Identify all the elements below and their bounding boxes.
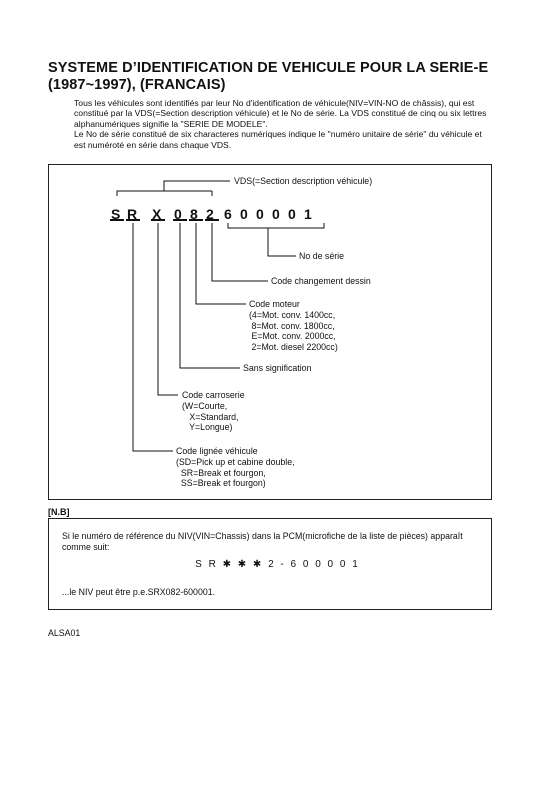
line-code-options: (SD=Pick up et cabine double, SR=Break et fourgon, SS=Break et fourgon) — [176, 457, 295, 489]
serial-label: No de série — [299, 251, 344, 261]
body-code-label: Code carroserie — [182, 390, 245, 400]
sans-signification-label: Sans signification — [243, 363, 312, 373]
vin-char: S — [111, 206, 121, 222]
document-code: ALSA01 — [48, 628, 81, 638]
vin-char: 0 — [272, 206, 280, 222]
vin-char: 0 — [240, 206, 248, 222]
nb-label: [N.B] — [48, 507, 70, 517]
vin-char: R — [127, 206, 138, 222]
nb-text: Si le numéro de référence du NIV(VIN=Chassis) dans la PCM(microfiche de la liste de pièces) apparaît comme suit: — [62, 531, 463, 552]
page-title: SYSTEME D’IDENTIFICATION DE VEHICULE POUR LA SERIE-E (1987~1997), (FRANCAIS) — [48, 60, 489, 93]
vin-char: 2 — [206, 206, 214, 222]
intro-paragraph: Tous les véhicules sont identifiés par leur No d'identification de véhicule(NIV=VIN-NO de châssis), qui est constitué par la VDS(=Section description véhicule) et le No de série. La VDS constitué de cinq ou six lettres alphanumériques signifie la "SERIE DE MODELE". Le No de série constitué de six characteres numériques indique le "numéro unitaire de série" du véhicule et est numéroté en série dans chaque VDS. — [74, 98, 487, 150]
engine-code-options: (4=Mot. conv. 1400cc, 8=Mot. conv. 1800cc, E=Mot. conv. 2000cc, 2=Mot. diesel 2200cc) — [249, 310, 338, 352]
vin-char: 8 — [190, 206, 198, 222]
nb-footer: ...le NIV peut être p.e.SRX082-600001. — [62, 587, 216, 597]
vin-char: 1 — [304, 206, 312, 222]
vin-char: 6 — [224, 206, 232, 222]
vin-char: 0 — [288, 206, 296, 222]
vin-char: 0 — [174, 206, 182, 222]
line-code-label: Code lignée véhicule — [176, 446, 258, 456]
vin-char: 0 — [256, 206, 264, 222]
vds-label: VDS(=Section description véhicule) — [234, 176, 373, 186]
nb-code-example: S R ✱ ✱ ✱ 2 - 6 0 0 0 0 1 — [195, 559, 360, 570]
change-code-label: Code changement dessin — [271, 276, 371, 286]
vin-char: X — [152, 206, 162, 222]
engine-code-label: Code moteur — [249, 299, 300, 309]
body-code-options: (W=Courte, X=Standard, Y=Longue) — [182, 401, 239, 433]
